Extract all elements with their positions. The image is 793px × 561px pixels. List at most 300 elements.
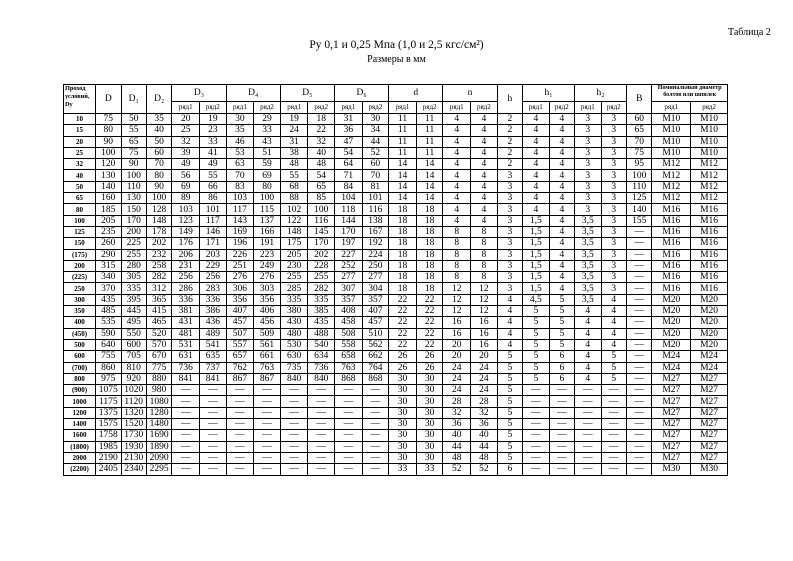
table-cell: 3	[497, 283, 522, 294]
table-cell: 4	[549, 249, 574, 260]
table-cell: 8	[471, 260, 498, 271]
table-cell: —	[172, 441, 200, 452]
table-cell: M24	[652, 362, 691, 373]
table-cell: 4	[549, 204, 574, 215]
table-cell: 4	[523, 125, 550, 136]
table-cell: 5	[549, 328, 574, 339]
table-cell: 4	[549, 147, 574, 158]
table-cell: 634	[308, 351, 335, 362]
table-cell: 4	[601, 306, 626, 317]
table-cell: 60	[627, 114, 652, 125]
table-cell: 224	[362, 249, 389, 260]
table-cell: 66	[200, 181, 227, 192]
table-cell: —	[200, 407, 227, 418]
table-cell: 56	[172, 170, 200, 181]
table-cell: 24	[280, 125, 308, 136]
table-cell: 282	[146, 272, 171, 283]
table-cell: —	[575, 385, 602, 396]
table-cell: —	[523, 452, 550, 463]
table-cell: 100	[627, 170, 652, 181]
dy-cell: 1600	[64, 430, 96, 441]
table-cell: 30	[416, 407, 443, 418]
table-cell: —	[226, 407, 254, 418]
table-cell: 12	[443, 294, 471, 305]
table-cell: 12	[471, 294, 498, 305]
table-cell: 3	[601, 215, 626, 226]
table-cell: —	[226, 441, 254, 452]
table-cell: 192	[362, 238, 389, 249]
table-cell: 260	[96, 238, 121, 249]
table-cell: 14	[416, 159, 443, 170]
table-cell: M27	[652, 452, 691, 463]
table-cell: 1,5	[523, 283, 550, 294]
table-cell: —	[200, 419, 227, 430]
table-cell: 408	[335, 306, 363, 317]
dy-cell: 100	[64, 215, 96, 226]
table-cell: —	[200, 396, 227, 407]
table-cell: 5	[497, 362, 522, 373]
table-cell: —	[362, 419, 389, 430]
table-cell: 22	[389, 317, 417, 328]
table-cell: 4,5	[523, 294, 550, 305]
table-cell: 4	[601, 339, 626, 350]
table-cell: 63	[226, 159, 254, 170]
table-cell: 144	[335, 215, 363, 226]
table-cell: 340	[96, 272, 121, 283]
header-D5: D₅	[280, 85, 334, 102]
table-cell: 31	[280, 136, 308, 147]
table-cell: 540	[308, 339, 335, 350]
table-cell: 14	[389, 170, 417, 181]
table-cell: —	[226, 430, 254, 441]
table-cell: —	[280, 385, 308, 396]
table-cell: —	[172, 396, 200, 407]
table-cell: 22	[308, 125, 335, 136]
table-cell: 70	[627, 136, 652, 147]
table-row	[64, 306, 728, 317]
table-cell: 456	[254, 317, 281, 328]
header-h2-row2: ряд2	[601, 101, 626, 113]
table-row	[64, 317, 728, 328]
table-cell: —	[200, 464, 227, 475]
table-cell: 175	[280, 238, 308, 249]
table-cell: 4	[549, 260, 574, 271]
table-cell: 4	[443, 170, 471, 181]
table-cell: 30	[416, 396, 443, 407]
table-cell: 465	[146, 317, 171, 328]
table-cell: 52	[471, 464, 498, 475]
table-cell: 12	[471, 306, 498, 317]
table-cell: M24	[691, 362, 728, 373]
dy-cell: 600	[64, 351, 96, 362]
dy-cell: 20	[64, 136, 96, 147]
table-cell: 55	[280, 170, 308, 181]
table-cell: 495	[121, 317, 146, 328]
table-cell: M16	[691, 204, 728, 215]
table-cell: 16	[471, 328, 498, 339]
table-cell: M16	[652, 249, 691, 260]
table-cell: —	[627, 362, 652, 373]
table-cell: 20	[443, 339, 471, 350]
table-cell: 80	[96, 125, 121, 136]
table-cell: 276	[254, 272, 281, 283]
table-cell: 75	[627, 147, 652, 158]
table-cell: M16	[691, 249, 728, 260]
table-cell: 485	[96, 306, 121, 317]
dy-cell: 2000	[64, 452, 96, 463]
table-cell: 880	[146, 373, 171, 384]
table-cell: 3	[601, 283, 626, 294]
table-cell: M20	[652, 294, 691, 305]
table-cell: 8	[443, 238, 471, 249]
table-cell: 18	[389, 204, 417, 215]
dy-cell: 200	[64, 260, 96, 271]
table-cell: 255	[308, 272, 335, 283]
table-cell: 5	[523, 339, 550, 350]
table-row	[64, 170, 728, 181]
table-cell: 20	[172, 114, 200, 125]
table-cell: 335	[280, 294, 308, 305]
table-cell: 3	[575, 170, 602, 181]
table-cell: 3	[601, 136, 626, 147]
table-cell: 3	[601, 272, 626, 283]
table-cell: —	[280, 464, 308, 475]
table-cell: M27	[652, 430, 691, 441]
table-cell: 30	[416, 452, 443, 463]
table-cell: 155	[627, 215, 652, 226]
table-cell: 435	[308, 317, 335, 328]
table-cell: 5	[523, 351, 550, 362]
table-cell: 305	[121, 272, 146, 283]
table-cell: 24	[471, 385, 498, 396]
table-cell: 541	[200, 339, 227, 350]
table-cell: 84	[335, 181, 363, 192]
table-cell: 480	[280, 328, 308, 339]
table-cell: 3	[601, 260, 626, 271]
table-cell: 32	[172, 136, 200, 147]
dy-cell: 1400	[64, 419, 96, 430]
table-cell: 117	[200, 215, 227, 226]
table-cell: —	[575, 464, 602, 475]
table-cell: 4	[549, 170, 574, 181]
table-cell: 8	[443, 260, 471, 271]
table-cell: M27	[691, 385, 728, 396]
table-cell: —	[627, 317, 652, 328]
table-row	[64, 204, 728, 215]
table-cell: 3,5	[575, 283, 602, 294]
table-cell: 3,5	[575, 294, 602, 305]
table-cell: 20	[443, 351, 471, 362]
table-cell: —	[254, 452, 281, 463]
table-cell: M20	[691, 317, 728, 328]
table-cell: M16	[691, 272, 728, 283]
table-cell: —	[362, 452, 389, 463]
table-cell: 8	[471, 226, 498, 237]
table-cell: 206	[172, 249, 200, 260]
table-cell: M12	[691, 159, 728, 170]
table-row	[64, 125, 728, 136]
table-cell: 4	[549, 114, 574, 125]
table-cell: 128	[146, 204, 171, 215]
table-cell: —	[254, 419, 281, 430]
table-cell: 4	[497, 339, 522, 350]
table-cell: 71	[335, 170, 363, 181]
table-cell: 149	[172, 226, 200, 237]
table-cell: 3	[575, 136, 602, 147]
table-cell: M16	[691, 215, 728, 226]
table-cell: M27	[652, 419, 691, 430]
table-cell: 840	[280, 373, 308, 384]
table-cell: —	[627, 306, 652, 317]
table-cell: M16	[652, 272, 691, 283]
table-cell: 22	[389, 339, 417, 350]
table-cell: —	[575, 441, 602, 452]
table-cell: 33	[389, 464, 417, 475]
table-cell: 631	[172, 351, 200, 362]
table-cell: 30	[226, 114, 254, 125]
table-cell: 3	[497, 238, 522, 249]
table-cell: 763	[254, 362, 281, 373]
dy-cell: 50	[64, 181, 96, 192]
header-h1: h₁	[523, 85, 575, 102]
table-cell: 1375	[96, 407, 121, 418]
table-cell: 18	[416, 249, 443, 260]
table-cell: 55	[200, 170, 227, 181]
table-cell: —	[335, 430, 363, 441]
table-cell: 1,5	[523, 272, 550, 283]
table-cell: 14	[389, 193, 417, 204]
header-D5-row1: ряд1	[280, 101, 308, 113]
table-cell: 755	[96, 351, 121, 362]
table-cell: —	[172, 452, 200, 463]
table-cell: 336	[172, 294, 200, 305]
table-cell: 100	[146, 193, 171, 204]
table-cell: 30	[416, 385, 443, 396]
table-cell: —	[627, 430, 652, 441]
table-cell: M27	[691, 430, 728, 441]
table-cell: 16	[443, 317, 471, 328]
table-row	[64, 351, 728, 362]
table-cell: —	[601, 430, 626, 441]
table-cell: 4	[471, 215, 498, 226]
table-cell: 226	[226, 249, 254, 260]
table-cell: 41	[200, 147, 227, 158]
table-cell: 3	[601, 226, 626, 237]
table-cell: —	[172, 430, 200, 441]
table-cell: 103	[226, 193, 254, 204]
table-cell: M12	[691, 193, 728, 204]
table-cell: 4	[549, 226, 574, 237]
table-cell: —	[627, 339, 652, 350]
table-cell: 30	[416, 441, 443, 452]
table-cell: 764	[362, 362, 389, 373]
table-cell: 1480	[146, 419, 171, 430]
table-cell: —	[362, 396, 389, 407]
table-cell: 24	[443, 362, 471, 373]
table-cell: 535	[96, 317, 121, 328]
table-cell: 48	[280, 159, 308, 170]
table-cell: —	[308, 452, 335, 463]
table-cell: 11	[416, 125, 443, 136]
table-cell: M12	[652, 170, 691, 181]
table-row	[64, 464, 728, 475]
table-cell: 26	[389, 351, 417, 362]
table-cell: 205	[280, 249, 308, 260]
table-cell: M12	[652, 193, 691, 204]
table-cell: 5	[523, 362, 550, 373]
dy-cell: 10	[64, 114, 96, 125]
table-cell: 103	[172, 204, 200, 215]
table-cell: 18	[416, 283, 443, 294]
table-cell: —	[627, 328, 652, 339]
table-cell: 30	[389, 419, 417, 430]
table-cell: 30	[416, 430, 443, 441]
table-cell: 365	[146, 294, 171, 305]
table-cell: 290	[96, 249, 121, 260]
table-cell: 30	[389, 385, 417, 396]
header-B: B	[627, 85, 652, 114]
table-cell: 110	[627, 181, 652, 192]
table-cell: 670	[146, 351, 171, 362]
table-body	[64, 114, 728, 476]
table-cell: 283	[200, 283, 227, 294]
table-cell: 32	[471, 407, 498, 418]
table-cell: —	[308, 441, 335, 452]
table-cell: 561	[254, 339, 281, 350]
table-cell: 30	[362, 114, 389, 125]
table-cell: 1985	[96, 441, 121, 452]
table-cell: —	[627, 272, 652, 283]
table-cell: —	[627, 385, 652, 396]
table-cell: —	[627, 260, 652, 271]
table-cell: 4	[575, 328, 602, 339]
table-cell: 3	[497, 249, 522, 260]
header-D1: D₁	[121, 85, 146, 114]
table-cell: 1758	[96, 430, 121, 441]
table-cell: 2295	[146, 464, 171, 475]
table-cell: 3,5	[575, 215, 602, 226]
table-cell: 1690	[146, 430, 171, 441]
table-cell: 202	[146, 238, 171, 249]
table-cell: 22	[416, 294, 443, 305]
table-cell: 562	[362, 339, 389, 350]
table-cell: 4	[471, 114, 498, 125]
table-cell: 170	[308, 238, 335, 249]
table-cell: 1320	[121, 407, 146, 418]
table-row	[64, 136, 728, 147]
table-cell: 4	[549, 272, 574, 283]
header-h1-row1: ряд1	[523, 101, 550, 113]
table-cell: 50	[146, 136, 171, 147]
table-cell: 18	[416, 260, 443, 271]
table-cell: 356	[226, 294, 254, 305]
header-h2-row1: ряд1	[575, 101, 602, 113]
table-cell: 75	[121, 147, 146, 158]
table-cell: M30	[691, 464, 728, 475]
header-h1-row2: ряд2	[549, 101, 574, 113]
table-cell: 40	[471, 430, 498, 441]
table-cell: 4	[523, 114, 550, 125]
table-cell: M20	[652, 339, 691, 350]
table-cell: 252	[335, 260, 363, 271]
table-cell: 1730	[121, 430, 146, 441]
table-cell: —	[280, 430, 308, 441]
table-cell: 657	[226, 351, 254, 362]
table-cell: 30	[416, 373, 443, 384]
table-cell: M20	[691, 339, 728, 350]
table-cell: 867	[226, 373, 254, 384]
table-cell: 70	[362, 170, 389, 181]
table-cell: 520	[146, 328, 171, 339]
table-cell: 255	[121, 249, 146, 260]
table-cell: 370	[96, 283, 121, 294]
table-cell: M20	[691, 328, 728, 339]
table-cell: 4	[471, 204, 498, 215]
table-cell: —	[308, 407, 335, 418]
table-cell: —	[523, 407, 550, 418]
table-cell: 407	[226, 306, 254, 317]
header-bolt-row2: ряд2	[691, 101, 728, 113]
table-cell: 18	[389, 283, 417, 294]
table-cell: 202	[308, 249, 335, 260]
table-cell: 38	[280, 147, 308, 158]
table-cell: 3	[497, 170, 522, 181]
table-cell: 118	[335, 204, 363, 215]
table-cell: 46	[226, 136, 254, 147]
table-cell: 3	[497, 181, 522, 192]
table-cell: 630	[280, 351, 308, 362]
header-n-row1: ряд1	[443, 101, 471, 113]
table-cell: 407	[362, 306, 389, 317]
table-cell: 5	[549, 306, 574, 317]
table-cell: 570	[146, 339, 171, 350]
table-cell: 22	[416, 339, 443, 350]
table-cell: 89	[172, 193, 200, 204]
table-cell: 3	[497, 272, 522, 283]
table-cell: —	[254, 464, 281, 475]
table-cell: 83	[226, 181, 254, 192]
table-cell: 3	[575, 181, 602, 192]
table-cell: 600	[121, 339, 146, 350]
table-cell: 22	[389, 306, 417, 317]
table-cell: —	[627, 351, 652, 362]
table-cell: 14	[416, 193, 443, 204]
table-row	[64, 328, 728, 339]
table-cell: 357	[362, 294, 389, 305]
table-cell: 231	[172, 260, 200, 271]
table-cell: 381	[172, 306, 200, 317]
table-cell: 5	[523, 317, 550, 328]
table-cell: 5	[497, 396, 522, 407]
table-cell: —	[335, 441, 363, 452]
table-cell: 3	[601, 238, 626, 249]
table-cell: 5	[497, 452, 522, 463]
table-cell: 3	[601, 125, 626, 136]
table-cell: 26	[416, 362, 443, 373]
table-cell: —	[280, 396, 308, 407]
table-cell: M16	[652, 204, 691, 215]
table-cell: 4	[601, 328, 626, 339]
table-cell: 166	[254, 226, 281, 237]
table-cell: 19	[200, 114, 227, 125]
dy-cell: 25	[64, 147, 96, 158]
table-cell: 3	[497, 204, 522, 215]
table-cell: M24	[691, 351, 728, 362]
table-cell: 2130	[121, 452, 146, 463]
table-cell: 53	[226, 147, 254, 158]
table-cell: 28	[471, 396, 498, 407]
table-cell: —	[335, 452, 363, 463]
